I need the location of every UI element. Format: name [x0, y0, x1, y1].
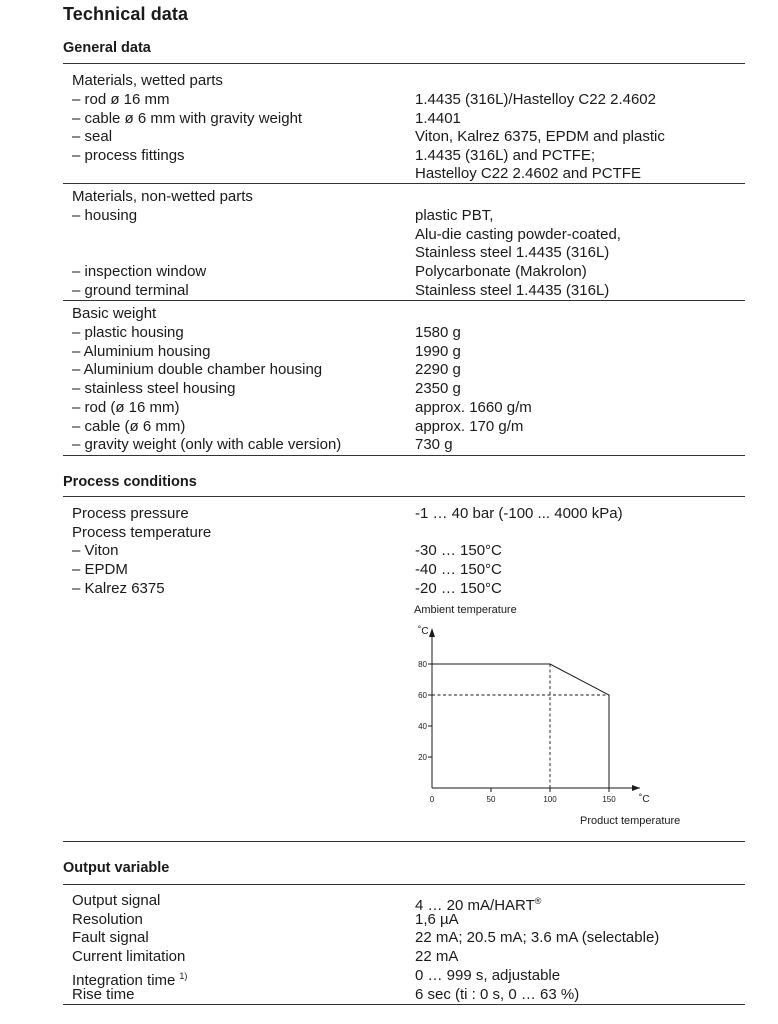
- row-divider: [63, 300, 745, 301]
- row-label: Resolution: [72, 910, 143, 928]
- chart-title: Ambient temperature: [414, 604, 517, 616]
- section-rule: [63, 1004, 745, 1005]
- x-axis-arrow: [632, 785, 640, 791]
- group-label-nonwetted: Materials, non-wetted parts: [72, 188, 253, 205]
- y-axis-arrow: [429, 628, 435, 637]
- row-label: – gravity weight (only with cable version): [72, 436, 342, 454]
- y-tick-label: 80: [418, 660, 427, 669]
- row-value: -30 … 150°C: [415, 542, 502, 560]
- row-value: Stainless steel 1.4435 (316L): [415, 244, 610, 261]
- section-rule: [63, 841, 745, 842]
- row-label: – ground terminal: [72, 282, 189, 299]
- row-divider: [63, 183, 745, 184]
- y-axis-label: ˚C: [418, 626, 429, 637]
- row-divider: [63, 455, 745, 456]
- row-label: – seal: [72, 128, 113, 146]
- row-value: -1 … 40 bar (-100 ... 4000 kPa): [415, 505, 623, 522]
- row-value: 0 … 999 s, adjustable: [415, 966, 561, 984]
- row-label: – process fittings: [72, 146, 185, 164]
- row-label: – Aluminium double chamber housing: [72, 361, 323, 379]
- x-tick-label: 0: [429, 795, 435, 804]
- row-label: – cable ø 6 mm with gravity weight: [72, 109, 303, 127]
- footnote-marker: 1): [179, 970, 188, 981]
- section-rule: [63, 884, 745, 885]
- row-value: Stainless steel 1.4435 (316L): [415, 282, 610, 299]
- x-axis-unit: ˚C: [639, 794, 650, 805]
- x-axis-label: Product temperature: [580, 815, 681, 827]
- row-label: – Viton: [72, 542, 119, 560]
- row-label: – EPDM: [72, 561, 128, 579]
- registered-mark: ®: [534, 896, 542, 906]
- row-label: Current limitation: [72, 948, 186, 966]
- section-heading-process: Process conditions: [63, 474, 197, 490]
- row-label: Rise time: [72, 985, 135, 1003]
- row-label: Output signal: [72, 892, 161, 909]
- row-value: -20 … 150°C: [415, 579, 502, 597]
- row-value: plastic PBT,: [415, 207, 494, 224]
- row-value: approx. 1660 g/m: [415, 398, 532, 416]
- row-label: – rod (ø 16 mm): [72, 398, 180, 416]
- row-value: Alu-die casting powder-coated,: [415, 226, 621, 243]
- section-heading-general: General data: [63, 40, 151, 56]
- row-label: – housing: [72, 207, 138, 224]
- row-label: – plastic housing: [72, 324, 184, 341]
- section-rule: [63, 496, 745, 497]
- row-value: 2350 g: [415, 380, 461, 398]
- row-value: 22 mA: [415, 948, 459, 966]
- row-label: Integration time $^{1)}$: [72, 970, 188, 989]
- row-value: 1.4401: [415, 109, 461, 127]
- group-label-wetted: Materials, wetted parts: [72, 72, 223, 89]
- group-label-weight: Basic weight: [72, 305, 157, 322]
- row-label: – stainless steel housing: [72, 380, 236, 398]
- x-tick-label: 150: [602, 795, 616, 804]
- row-value: 1.4435 (316L) and PCTFE;: [415, 146, 596, 164]
- row-value: -40 … 150°C: [415, 561, 502, 579]
- row-value: 1580 g: [415, 324, 461, 341]
- row-value: Viton, Kalrez 6375, EPDM and plastic: [415, 128, 665, 146]
- row-value: Hastelloy C22 2.4602 and PCTFE: [415, 165, 641, 183]
- derating-curve: [432, 664, 609, 788]
- row-value: approx. 170 g/m: [415, 417, 524, 435]
- row-value: 1,6 µA: [415, 910, 459, 928]
- temperature-derating-chart: [400, 596, 730, 836]
- row-value: 22 mA; 20.5 mA; 3.6 mA (selectable): [415, 929, 660, 947]
- x-tick-label: 100: [543, 795, 557, 804]
- row-label: Process pressure: [72, 505, 189, 522]
- row-value: 1.4435 (316L)/Hastelloy C22 2.4602: [415, 91, 656, 108]
- row-label: Fault signal: [72, 929, 149, 947]
- x-tick-label: 50: [486, 795, 496, 804]
- row-label: – cable (ø 6 mm): [72, 417, 186, 435]
- section-heading-output: Output variable: [63, 860, 170, 876]
- row-label: – rod ø 16 mm: [72, 91, 170, 108]
- row-value: 1990 g: [415, 342, 461, 360]
- row-label: – inspection window: [72, 263, 207, 280]
- row-value: 6 sec (ti : 0 s, 0 … 63 %): [415, 985, 580, 1003]
- row-label: – Kalrez 6375: [72, 579, 165, 597]
- page-title: Technical data: [63, 4, 189, 24]
- row-value: Polycarbonate (Makrolon): [415, 263, 587, 280]
- y-tick-label: 40: [418, 722, 427, 731]
- row-value: 2290 g: [415, 361, 461, 379]
- section-rule: [63, 63, 745, 64]
- row-label: Process temperature: [72, 523, 212, 541]
- row-label: – Aluminium housing: [72, 342, 211, 360]
- y-tick-label: 60: [418, 691, 427, 700]
- row-value: 730 g: [415, 436, 453, 454]
- row-value: 4 … 20 mA/HART®: [415, 896, 542, 914]
- y-tick-label: 20: [418, 753, 427, 762]
